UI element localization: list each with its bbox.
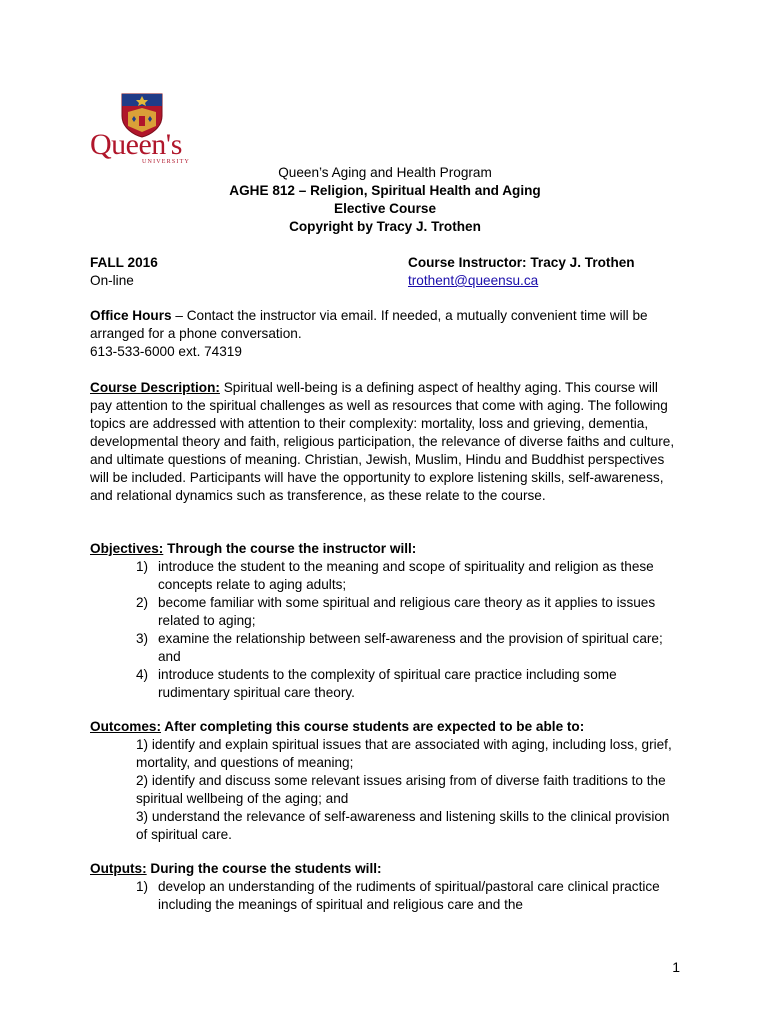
delivery-mode: On-line bbox=[90, 273, 134, 288]
list-item: 4) introduce students to the complexity of spiritual care practice including some rudimentary spiritual care theory. bbox=[136, 667, 617, 700]
list-item: 2) identify and discuss some relevant issues arising from of diverse faith traditions to the spiritual wellbeing of the aging; and bbox=[136, 773, 666, 806]
outputs-intro: During the course the students will: bbox=[146, 861, 382, 876]
objectives-section bbox=[90, 540, 680, 702]
list-item: 2) become familiar with some spiritual and religious care theory as it applies to issues related to aging; bbox=[136, 595, 656, 628]
outcomes-intro: After completing this course students are expected to be able to: bbox=[161, 719, 585, 734]
office-hours-section bbox=[90, 307, 680, 361]
objectives-label: Objectives: bbox=[90, 541, 164, 556]
objectives-list bbox=[90, 558, 680, 702]
course-description-label: Course Description: bbox=[90, 380, 220, 395]
outcomes-section bbox=[90, 718, 680, 844]
program-name: Queen’s Aging and Health Program bbox=[278, 165, 492, 180]
instructor-email-link[interactable]: trothent@queensu.ca bbox=[408, 273, 539, 288]
term: FALL 2016 bbox=[90, 255, 158, 270]
logo-subtitle: UNIVERSITY bbox=[142, 159, 190, 165]
phone-number: 613-533-6000 ext. 74319 bbox=[90, 344, 242, 359]
page-number: 1 bbox=[672, 959, 680, 975]
office-hours-label: Office Hours bbox=[90, 308, 172, 323]
outputs-list bbox=[90, 878, 680, 914]
list-item: 3) understand the relevance of self-awareness and listening skills to the clinical provision of spiritual care. bbox=[136, 809, 670, 842]
course-info bbox=[90, 254, 680, 290]
list-item: 1) develop an understanding of the rudiments of spiritual/pastoral care clinical practice including the meanings of spiritual and religious care and the bbox=[136, 879, 660, 912]
copyright-line: Copyright by Tracy J. Trothen bbox=[289, 219, 481, 234]
office-hours-text: – Contact the instructor via email. If needed, a mutually convenient time will be arranged for a phone conversation. bbox=[90, 308, 648, 341]
course-type: Elective Course bbox=[334, 201, 436, 216]
course-description-section bbox=[90, 379, 680, 505]
university-logo bbox=[90, 92, 200, 166]
course-title: AGHE 812 – Religion, Spiritual Health and Aging bbox=[229, 183, 541, 198]
instructor-name: Course Instructor: Tracy J. Trothen bbox=[408, 255, 635, 270]
document-header bbox=[90, 164, 680, 236]
list-item: 1) introduce the student to the meaning and scope of spirituality and religion as these concepts relate to aging adults; bbox=[136, 559, 654, 592]
logo-wordmark: Queen's bbox=[90, 128, 182, 161]
objectives-intro: Through the course the instructor will: bbox=[163, 541, 417, 556]
outputs-section bbox=[90, 860, 680, 914]
outputs-label: Outputs: bbox=[90, 861, 147, 876]
course-description-text: Spiritual well-being is a defining aspect of healthy aging. This course will pay attention to the spiritual challenges as well as resources that come with aging. The following topics are addressed with attention to their complexity: mortality, loss and grieving, dementia, developmental theory and faith, religious participation, the relevance of diverse faiths and culture, and ultimate questions of meaning. Christian, Jewish, Muslim, Hindu and Buddhist perspectives will be included. Participants will have the opportunity to explore listening skills, self-awareness, and relational dynamics such as transference, as these relate to the course. bbox=[90, 380, 675, 503]
outcomes-label: Outcomes: bbox=[90, 719, 162, 734]
list-item: 3) examine the relationship between self-awareness and the provision of spiritual care; and bbox=[136, 631, 663, 664]
list-item: 1) identify and explain spiritual issues that are associated with aging, including loss, grief, mortality, and questions of meaning; bbox=[136, 737, 672, 770]
